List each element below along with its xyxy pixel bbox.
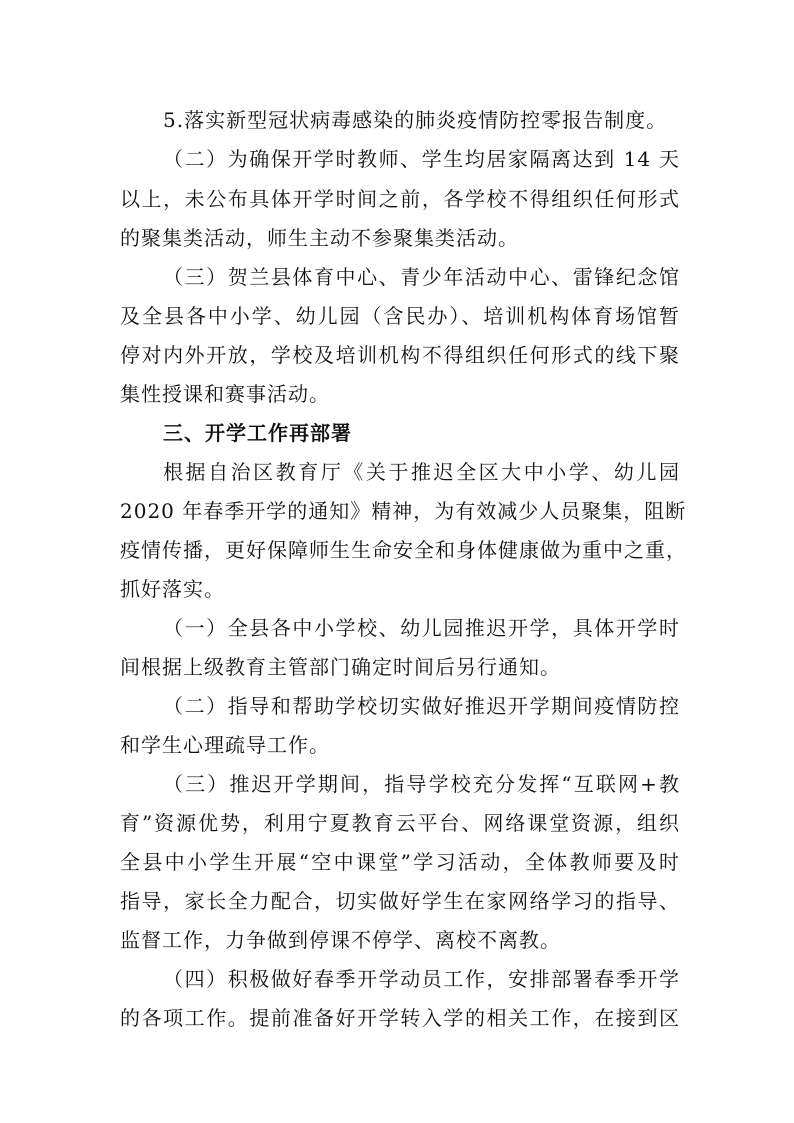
text-line-12: 疫情传播，更好保障师生生命安全和身体健康做为重中之重，	[120, 538, 687, 562]
text-line-19: 育”资源优势，利用宁夏教育云平台、网络课堂资源，组织	[120, 811, 680, 835]
text-line-16: （二）指导和帮助学校切实做好推迟开学期间疫情防控	[163, 694, 680, 718]
text-line-17: 和学生心理疏导工作。	[120, 733, 330, 757]
text-line-24: 的各项工作。提前准备好开学转入学的相关工作，在接到区	[120, 1006, 680, 1030]
text-line-14: （一）全县各中小学校、幼儿园推迟开学，具体开学时	[163, 616, 680, 640]
text-line-21: 指导，家长全力配合，切实做好学生在家网络学习的指导、	[120, 889, 680, 913]
text-line-11: 2020 年春季开学的通知》精神，为有效减少人员聚集，阻断	[120, 499, 687, 523]
text-line-8: 集性授课和赛事活动。	[120, 382, 330, 406]
text-line-7: 停对内外开放，学校及培训机构不得组织任何形式的线下聚	[120, 343, 680, 367]
text-line-1: 5.落实新型冠状病毒感染的肺炎疫情防控零报告制度。	[163, 108, 668, 132]
text-line-3: 以上，未公布具体开学时间之前，各学校不得组织任何形式	[120, 187, 680, 211]
text-line-18: （三）推迟开学期间，指导学校充分发挥“互联网+教	[163, 772, 680, 796]
text-line-23: （四）积极做好春季开学动员工作，安排部署春季开学	[163, 967, 680, 991]
text-line-5: （三）贺兰县体育中心、青少年活动中心、雷锋纪念馆	[163, 265, 680, 289]
text-line-22: 监督工作，力争做到停课不停学、离校不离教。	[120, 928, 561, 952]
text-line-6: 及全县各中小学、幼儿园（含民办）、培训机构体育场馆暂	[120, 304, 680, 328]
text-line-13: 抓好落实。	[120, 577, 225, 601]
text-line-15: 间根据上级教育主管部门确定时间后另行通知。	[120, 655, 561, 679]
text-line-20: 全县中小学生开展“空中课堂”学习活动，全体教师要及时	[120, 850, 680, 874]
text-line-4: 的聚集类活动，师生主动不参聚集类活动。	[120, 226, 519, 250]
section-heading: 三、开学工作再部署	[163, 421, 352, 445]
text-line-10: 根据自治区教育厅《关于推迟全区大中小学、幼儿园	[163, 460, 680, 484]
text-line-2: （二）为确保开学时教师、学生均居家隔离达到 14 天	[163, 147, 680, 171]
